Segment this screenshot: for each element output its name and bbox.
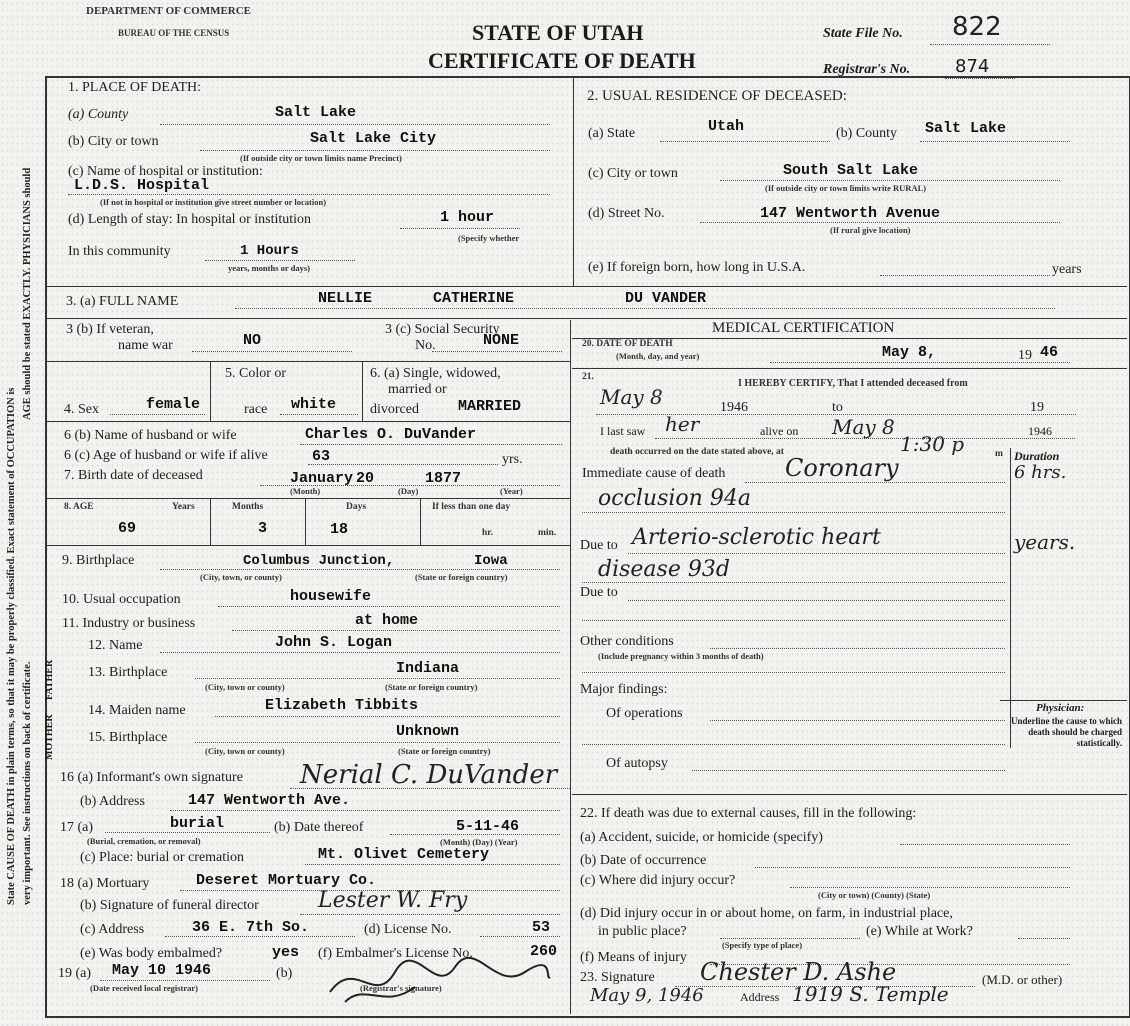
father-side-label: FATHER [44, 659, 55, 700]
disposition-date-label: (b) Date thereof [274, 820, 364, 835]
mortuary-label: 18 (a) Mortuary [60, 876, 150, 891]
hospital-name: L.D.S. Hospital [74, 177, 210, 194]
death-time-label: death occurred on the date stated above, at [610, 447, 784, 457]
res-city-note: (If outside city or town limits write RURAL) [765, 183, 927, 193]
side-text-3: AGE should be stated EXACTLY. PHYSICIANS should [22, 167, 33, 420]
death-date-label: 20. DATE OF DEATH [582, 339, 673, 349]
disposition-method: burial [170, 815, 225, 832]
birthplace-state: Iowa [474, 553, 508, 569]
disposition-date-note: (Month) (Day) (Year) [440, 837, 518, 847]
birth-month: January [290, 470, 354, 487]
alive-label: alive on [760, 424, 799, 438]
external-heading: 22. If death was due to external causes, fill in the following: [580, 806, 917, 821]
res-street: 147 Wentworth Avenue [760, 205, 941, 222]
industry-value: at home [355, 612, 419, 629]
community-value: 1 Hours [240, 243, 299, 259]
physician-address-label: Address [740, 990, 780, 1004]
alive-date: May 8 [832, 415, 895, 439]
state-title: STATE OF UTAH [472, 20, 644, 45]
spouse-name: Charles O. DuVander [305, 426, 477, 443]
birthplace-note-1: (City, town, or county) [200, 572, 282, 582]
filed-note: (Date received local registrar) [90, 983, 199, 993]
due-to-label-2: Due to [580, 585, 618, 600]
department-label: DEPARTMENT OF COMMERCE [86, 5, 252, 17]
last-saw: her [665, 412, 700, 436]
ssn-label: 3 (c) Social Security [385, 322, 500, 337]
side-instructions [0, 0, 44, 1026]
disposition-label: 17 (a) [60, 820, 94, 835]
where-label: (c) Where did injury occur? [580, 873, 736, 888]
disposition-note: (Burial, cremation, or removal) [87, 836, 201, 846]
mortuary-address: 36 E. 7th So. [192, 919, 310, 936]
immediate-cause-2: occlusion 94a [598, 486, 751, 511]
operations-label: Of operations [606, 706, 683, 721]
due-to-label-1: Due to [580, 538, 618, 553]
veteran-value: NO [243, 332, 262, 349]
immediate-cause: Coronary [785, 454, 899, 482]
birth-date-label: 7. Birth date of deceased [64, 468, 203, 483]
filed-label: 19 (a) [58, 966, 92, 981]
immediate-cause-label: Immediate cause of death [582, 466, 726, 481]
ssn-value: NONE [483, 332, 520, 349]
city-label: (b) City or town [68, 134, 159, 149]
first-name: NELLIE [318, 290, 373, 307]
spouse-age-unit: yrs. [502, 452, 523, 467]
to-label: to [832, 400, 843, 415]
stay-value: 1 hour [440, 209, 495, 226]
less-day-label: If less than one day [432, 502, 511, 512]
occupation-label: 10. Usual occupation [62, 592, 181, 607]
res-city: South Salt Lake [783, 162, 919, 179]
industry-label: 11. Industry or business [62, 616, 196, 631]
res-county: Salt Lake [925, 120, 1007, 137]
age-label: 8. AGE [64, 502, 94, 512]
father-bp-note-1: (City, town or county) [205, 682, 285, 692]
middle-name: CATHERINE [433, 290, 515, 307]
full-name-label: 3. (a) FULL NAME [66, 294, 179, 309]
registrar-signature [325, 952, 555, 1012]
birth-year: 1877 [425, 470, 462, 487]
birth-day-note: (Day) [398, 486, 419, 496]
race-label: race [244, 402, 268, 417]
mortuary-address-label: (c) Address [80, 922, 145, 937]
home-label: (d) Did injury occur in or about home, on farm, in industrial place, [580, 906, 953, 921]
color-label: 5. Color or [225, 366, 287, 381]
due-to-1-duration: years. [1014, 530, 1076, 554]
death-county: Salt Lake [275, 104, 357, 121]
physician-label: Physician: [1036, 702, 1085, 714]
hr-label: hr. [482, 528, 494, 538]
certificate-title: CERTIFICATE OF DEATH [428, 48, 696, 73]
father-name-label: 12. Name [88, 638, 143, 653]
mother-bp-label: 15. Birthplace [88, 730, 168, 745]
last-name: DU VANDER [625, 290, 707, 307]
occupation-value: housewife [290, 588, 372, 605]
occurrence-label: (b) Date of occurrence [580, 853, 707, 868]
death-year-prefix: 19 [1018, 348, 1032, 363]
death-date-note: (Month, day, and year) [616, 351, 700, 361]
foreign-unit: years [1052, 262, 1082, 277]
birth-year-note: (Year) [500, 486, 523, 496]
res-street-label: (d) Street No. [588, 206, 665, 221]
birth-day: 20 [356, 470, 375, 487]
marital-label-3: divorced [370, 402, 419, 417]
means-label: (f) Means of injury [580, 950, 687, 965]
other-conditions-label: Other conditions [580, 634, 674, 649]
mother-birthplace: Unknown [396, 723, 460, 740]
state-file-label: State File No. [823, 26, 903, 41]
res-county-label: (b) County [836, 126, 898, 141]
duration-value: 6 hrs. [1014, 462, 1067, 483]
age-years: 69 [118, 520, 137, 537]
residence-heading: 2. USUAL RESIDENCE OF DECEASED: [587, 88, 847, 104]
filed-date: May 10 1946 [112, 962, 212, 979]
attended-from: May 8 [600, 385, 663, 409]
public-place-note: (Specify type of place) [722, 940, 803, 950]
birthplace-city: Columbus Junction, [243, 553, 395, 569]
county-label: (a) County [68, 107, 129, 122]
city-note: (If outside city or town limits name Precinct) [240, 153, 402, 163]
stay-note: (Specify whether [458, 233, 520, 243]
md-label: (M.D. or other) [982, 972, 1063, 987]
physician-sig-date: May 9, 1946 [590, 985, 704, 1006]
major-findings-label: Major findings: [580, 682, 668, 697]
spouse-age: 63 [312, 448, 331, 465]
attended-year: 1946 [720, 400, 748, 415]
to-year-label: 19 [1030, 400, 1044, 415]
father-birthplace: Indiana [396, 660, 460, 677]
certify-text: I HEREBY CERTIFY, That I attended deceased from [738, 378, 968, 389]
res-city-label: (c) City or town [588, 166, 678, 181]
public-place-label: in public place? [598, 924, 687, 939]
age-days: 18 [330, 521, 349, 538]
birthplace-label: 9. Birthplace [62, 553, 135, 568]
mother-name: Elizabeth Tibbits [265, 697, 419, 714]
embalmed-value: yes [272, 944, 300, 961]
father-bp-label: 13. Birthplace [88, 665, 168, 680]
age-days-label: Days [346, 502, 367, 512]
medical-heading: MEDICAL CERTIFICATION [712, 320, 895, 336]
director-sig-label: (b) Signature of funeral director [80, 898, 259, 913]
m-label: m [995, 449, 1003, 459]
accident-label: (a) Accident, suicide, or homicide (specify) [580, 830, 823, 845]
due-to-1b: disease 93d [598, 557, 730, 582]
informant-sig-label: 16 (a) Informant's own signature [60, 770, 243, 785]
ssn-label-2: No. [415, 338, 436, 353]
registrar-label: Registrar's No. [823, 62, 911, 77]
due-to-1: Arterio-sclerotic heart [632, 525, 881, 550]
birthplace-note-2: (State or foreign country) [415, 572, 508, 582]
race-value: white [291, 396, 337, 413]
stay-label: (d) Length of stay: In hospital or institution [68, 212, 312, 227]
death-time: 1:30 p [900, 432, 965, 456]
sex-value: female [146, 396, 201, 413]
physician-address: 1919 S. Temple [792, 982, 949, 1006]
registrar-sig-note: (Registrar's signature) [360, 983, 442, 993]
mother-name-label: 14. Maiden name [88, 703, 186, 718]
where-note: (City or town) (County) (State) [818, 890, 931, 900]
father-bp-note-2: (State or foreign country) [385, 682, 478, 692]
mother-bp-note-1: (City, town or county) [205, 746, 285, 756]
license-no: 53 [532, 919, 551, 936]
alive-year: 1946 [1028, 424, 1052, 438]
marital-label-1: 6. (a) Single, widowed, [370, 366, 501, 381]
side-text-1: State CAUSE OF DEATH in plain terms, so that it may be properly classified. Exact statement of OCCUPATION is [6, 387, 17, 905]
death-city: Salt Lake City [310, 130, 437, 147]
age-months-label: Months [232, 502, 264, 512]
community-note: years, months or days) [228, 263, 311, 273]
duration-label: Duration [1014, 449, 1060, 463]
veteran-label: 3 (b) If veteran, [66, 322, 154, 337]
state-file-no: 822 [952, 12, 1002, 42]
hospital-note: (If not in hospital or institution give street number or location) [100, 197, 327, 207]
spouse-label: 6 (b) Name of husband or wife [64, 428, 237, 443]
autopsy-label: Of autopsy [606, 756, 668, 771]
mortuary-name: Deseret Mortuary Co. [196, 872, 377, 889]
informant-address-label: (b) Address [80, 794, 145, 809]
at-work-label: (e) While at Work? [866, 924, 973, 939]
place-of-death-heading: 1. PLACE OF DEATH: [68, 80, 202, 95]
sex-label: 4. Sex [64, 402, 99, 417]
physician-note: Underline the cause to which death should be charged statistically. [1011, 716, 1122, 748]
informant-signature: Nerial C. DuVander [300, 760, 558, 790]
foreign-label: (e) If foreign born, how long in U.S.A. [588, 260, 806, 275]
informant-address: 147 Wentworth Ave. [188, 792, 351, 809]
last-saw-label: I last saw [600, 424, 646, 438]
marital-label-2: married or [388, 382, 447, 397]
marital-value: MARRIED [458, 398, 522, 415]
death-year: 46 [1040, 344, 1059, 361]
res-street-note: (If rural give location) [830, 225, 911, 235]
embalmer-label: (f) Embalmer's License No. [318, 946, 473, 961]
certify-num: 21. [582, 372, 594, 382]
res-state-label: (a) State [588, 126, 636, 141]
death-date: May 8, [882, 344, 937, 361]
license-label: (d) License No. [364, 922, 452, 937]
disposition-date: 5-11-46 [456, 818, 520, 835]
father-name: John S. Logan [275, 634, 393, 651]
registrar-no: 874 [955, 56, 990, 77]
mother-bp-note-2: (State or foreign country) [398, 746, 491, 756]
mother-side-label: MOTHER [44, 714, 55, 760]
age-years-label: Years [172, 502, 195, 512]
veteran-label-2: name war [118, 338, 173, 353]
spouse-age-label: 6 (c) Age of husband or wife if alive [64, 448, 268, 463]
min-label: min. [538, 528, 557, 538]
age-months: 3 [258, 520, 268, 537]
bureau-label: BUREAU OF THE CENSUS [118, 28, 230, 38]
registrar-sig-label: (b) [276, 966, 293, 981]
burial-place-label: (c) Place: burial or cremation [80, 850, 245, 865]
community-label: In this community [68, 244, 171, 259]
side-text-2: very important. See instructions on back of certificate. [22, 661, 33, 905]
res-state: Utah [708, 118, 745, 135]
other-conditions-note: (Include pregnancy within 3 months of death) [598, 651, 764, 661]
physician-signature: Chester D. Ashe [700, 958, 897, 986]
physician-sig-label: 23. Signature [580, 970, 655, 985]
embalmed-label: (e) Was body embalmed? [80, 946, 223, 961]
embalmer-no: 260 [530, 943, 558, 960]
birth-month-note: (Month) [290, 486, 321, 496]
hospital-label: (c) Name of hospital or institution: [68, 164, 263, 179]
director-signature: Lester W. Fry [318, 888, 468, 913]
burial-place: Mt. Olivet Cemetery [318, 846, 490, 863]
